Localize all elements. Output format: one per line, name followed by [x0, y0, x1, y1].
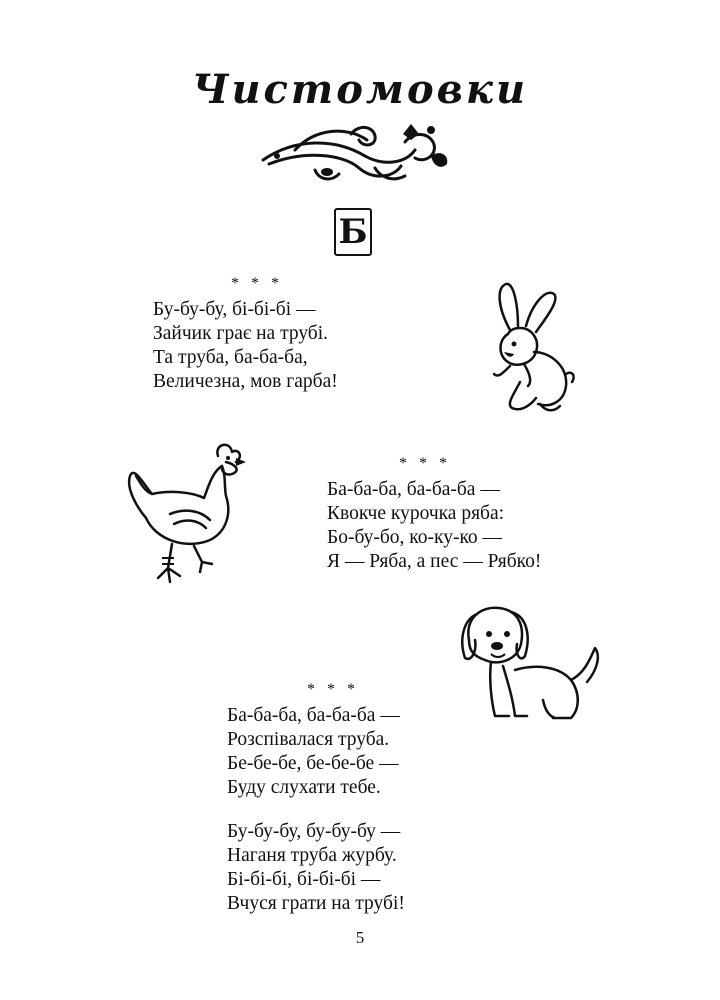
poem-hen [327, 452, 541, 574]
page-number: 5 [355, 928, 365, 947]
poem-line: Величезна, мов гарба! [153, 371, 338, 392]
poem-line: Ба-ба-ба, ба-ба-ба — [327, 479, 500, 500]
poem-line: Бе-бе-бе, бе-бе-бе — [227, 753, 399, 774]
poem-line: Бу-бу-бу, бу-бу-бу — [227, 821, 401, 842]
poem-line: Розспівалася труба. [227, 729, 390, 750]
poem-line: Буду слухати тебе. [227, 777, 381, 798]
poem-line: Наганя труба журбу. [227, 845, 397, 866]
poem-line: Квокче курочка ряба: [327, 503, 505, 524]
poem-stars: * * * [399, 455, 451, 472]
poem-line: Ба-ба-ба, ба-ба-ба — [227, 705, 400, 726]
rabbit-illustration [480, 278, 580, 418]
poem-line: Та труба, ба-ба-ба, [153, 347, 308, 368]
poem-line: Зайчик грає на трубі. [153, 323, 329, 344]
poem-stars: * * * [231, 275, 283, 292]
poem-trumpet [227, 678, 405, 916]
page-title: Чистомовки [191, 66, 529, 113]
poem-line: Бі-бі-бі, бі-бі-бі — [227, 869, 381, 890]
ornament-flourish [255, 120, 455, 190]
drop-cap-letter: Б [334, 208, 372, 256]
poem-line: Бу-бу-бу, бі-бі-бі — [153, 299, 316, 320]
hen-illustration [122, 436, 252, 586]
poem-line: Вчуся грати на трубі! [227, 893, 405, 914]
poem-stars: * * * [307, 681, 359, 698]
dog-illustration [455, 600, 610, 725]
poem-line: Бо-бу-бо, ко-ку-ко — [327, 527, 503, 548]
poem-line: Я — Ряба, а пес — Рябко! [327, 551, 542, 572]
stanza-gap [227, 800, 405, 820]
poem-rabbit [153, 272, 338, 394]
